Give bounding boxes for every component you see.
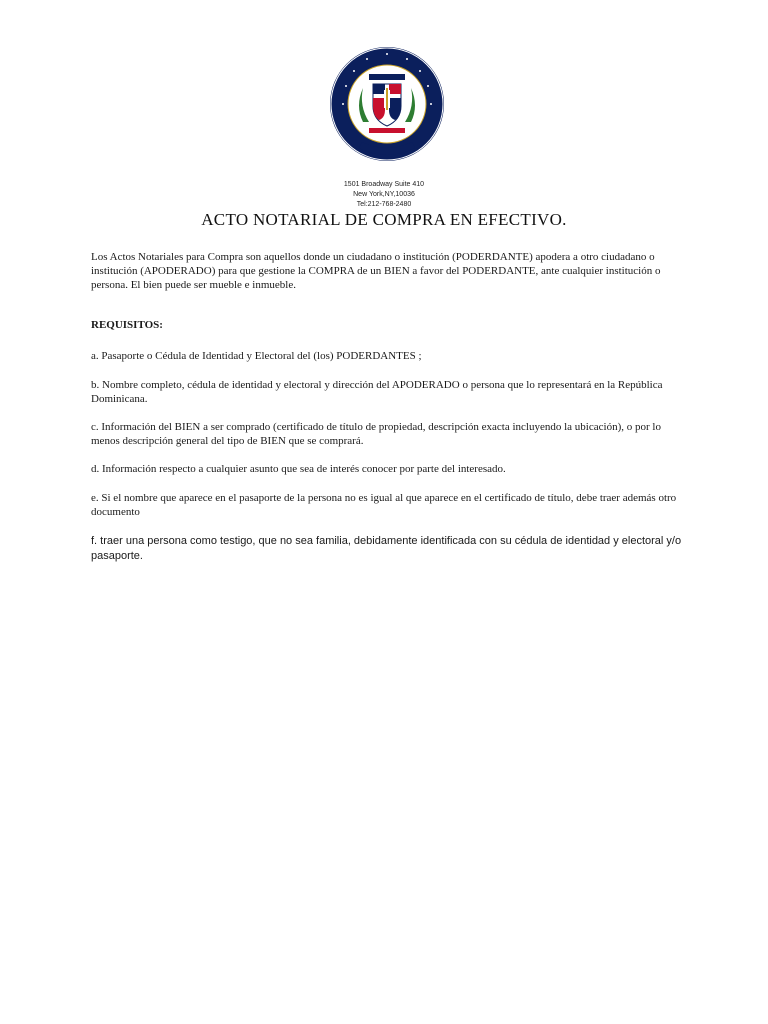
document-title: ACTO NOTARIAL DE COMPRA EN EFECTIVO. <box>201 210 567 229</box>
requirement-item-a: a. Pasaporte o Cédula de Identidad y Electoral del (los) PODERDANTES ; <box>91 350 422 362</box>
consulate-seal-logo <box>329 44 445 170</box>
requirement-item-d: d. Información respecto a cualquier asunto que sea de interés conocer por parte del interesado. <box>91 463 506 475</box>
requirement-item-e: e. Si el nombre que aparece en el pasaporte de la persona no es igual al que aparece en el certificado de título, debe traer además otro documento <box>91 492 677 518</box>
requirements-heading: REQUISITOS: <box>91 319 163 331</box>
address-line-phone: Tel:212-768-2480 <box>356 201 412 208</box>
requirement-item-b: b. Nombre completo, cédula de identidad y electoral y dirección del APODERADO o persona que lo representará en la República Dominicana. <box>91 379 663 405</box>
address-line-street: 1501 Broadway Suite 410 <box>343 181 425 188</box>
intro-paragraph: Los Actos Notariales para Compra son aquellos donde un ciudadano o institución (PODERDANTE) apodera a otro ciudadano o institución (APODERADO) para que gestione la COMPRA de un BIEN a favor del PODERDANTE, ante cualquier institución o persona. El bien puede ser mueble e inmueble. <box>91 251 661 291</box>
requirement-item-c: c. Información del BIEN a ser comprado (certificado de título de propiedad, descripción exacta incluyendo la ubicación), o por lo menos descripción general del tipo de BIEN que se comprará. <box>91 421 661 447</box>
consulate-address <box>284 180 484 210</box>
requirement-item-f: f. traer una persona como testigo, que no sea familia, debidamente identificada con su cédula de identidad y electoral y/o pasaporte. <box>91 535 682 562</box>
address-line-city: New York,NY,10036 <box>353 191 415 198</box>
